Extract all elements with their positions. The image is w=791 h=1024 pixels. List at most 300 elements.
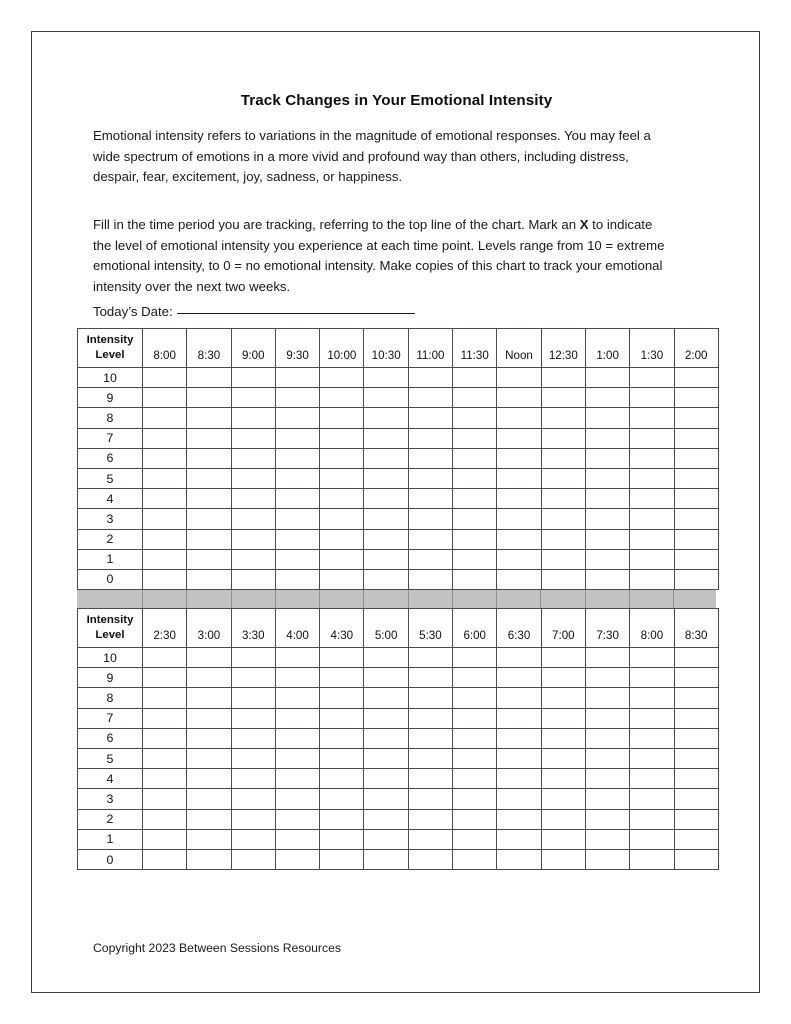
intensity-mark-cell[interactable] (541, 489, 585, 509)
intensity-mark-cell[interactable] (143, 448, 187, 468)
intensity-mark-cell[interactable] (143, 569, 187, 589)
intensity-mark-cell[interactable] (187, 509, 231, 529)
intensity-mark-cell[interactable] (541, 849, 585, 869)
intensity-mark-cell[interactable] (541, 769, 585, 789)
intensity-mark-cell[interactable] (541, 829, 585, 849)
intensity-mark-cell[interactable] (453, 749, 497, 769)
intensity-mark-cell[interactable] (408, 569, 452, 589)
intensity-mark-cell[interactable] (674, 529, 718, 549)
intensity-mark-cell[interactable] (674, 388, 718, 408)
intensity-mark-cell[interactable] (231, 509, 275, 529)
intensity-mark-cell[interactable] (497, 428, 541, 448)
intensity-mark-cell[interactable] (585, 648, 629, 668)
intensity-mark-cell[interactable] (231, 708, 275, 728)
intensity-mark-cell[interactable] (143, 388, 187, 408)
intensity-mark-cell[interactable] (364, 468, 408, 488)
intensity-mark-cell[interactable] (320, 708, 364, 728)
intensity-mark-cell[interactable] (674, 569, 718, 589)
intensity-mark-cell[interactable] (541, 648, 585, 668)
intensity-mark-cell[interactable] (541, 668, 585, 688)
intensity-mark-cell[interactable] (408, 728, 452, 748)
intensity-mark-cell[interactable] (541, 408, 585, 428)
intensity-mark-cell[interactable] (453, 388, 497, 408)
intensity-mark-cell[interactable] (497, 728, 541, 748)
table-row (78, 569, 719, 589)
intensity-mark-cell[interactable] (453, 468, 497, 488)
intensity-mark-cell[interactable] (275, 688, 319, 708)
intensity-mark-cell[interactable] (497, 549, 541, 569)
intensity-mark-cell[interactable] (408, 509, 452, 529)
intensity-mark-cell[interactable] (674, 769, 718, 789)
intensity-mark-cell[interactable] (364, 749, 408, 769)
intensity-mark-cell[interactable] (585, 509, 629, 529)
intensity-mark-cell[interactable] (143, 489, 187, 509)
intensity-mark-cell[interactable] (630, 648, 674, 668)
intensity-mark-cell[interactable] (320, 849, 364, 869)
intensity-mark-cell[interactable] (231, 428, 275, 448)
intensity-mark-cell[interactable] (320, 489, 364, 509)
intensity-mark-cell[interactable] (231, 648, 275, 668)
intensity-mark-cell[interactable] (275, 789, 319, 809)
intensity-mark-cell[interactable] (143, 648, 187, 668)
intensity-mark-cell[interactable] (674, 448, 718, 468)
todays-date-field[interactable] (93, 301, 415, 319)
intensity-mark-cell[interactable] (143, 509, 187, 529)
intensity-mark-cell[interactable] (630, 688, 674, 708)
intensity-mark-cell[interactable] (408, 809, 452, 829)
intensity-level-header-line2: Level (95, 629, 125, 642)
intensity-mark-cell[interactable] (187, 789, 231, 809)
intensity-mark-cell[interactable] (320, 368, 364, 388)
intensity-mark-cell[interactable] (630, 708, 674, 728)
intensity-mark-cell[interactable] (453, 648, 497, 668)
intensity-mark-cell[interactable] (674, 849, 718, 869)
intensity-mark-cell[interactable] (231, 368, 275, 388)
intensity-mark-cell[interactable] (364, 829, 408, 849)
intensity-mark-cell[interactable] (453, 509, 497, 529)
intensity-mark-cell[interactable] (541, 728, 585, 748)
intensity-mark-cell[interactable] (674, 789, 718, 809)
intensity-mark-cell[interactable] (143, 849, 187, 869)
intensity-mark-cell[interactable] (143, 809, 187, 829)
intensity-mark-cell[interactable] (275, 549, 319, 569)
intensity-mark-cell[interactable] (143, 529, 187, 549)
intensity-mark-cell[interactable] (231, 849, 275, 869)
intensity-mark-cell[interactable] (408, 688, 452, 708)
intensity-mark-cell[interactable] (674, 468, 718, 488)
intensity-mark-cell[interactable] (364, 769, 408, 789)
intensity-mark-cell[interactable] (187, 708, 231, 728)
intensity-level-header (78, 329, 143, 368)
intensity-mark-cell[interactable] (497, 388, 541, 408)
intensity-mark-cell[interactable] (408, 428, 452, 448)
intensity-mark-cell[interactable] (364, 428, 408, 448)
intensity-mark-cell[interactable] (320, 529, 364, 549)
intensity-mark-cell[interactable] (187, 368, 231, 388)
table-row (78, 549, 719, 569)
intensity-mark-cell[interactable] (674, 708, 718, 728)
intensity-mark-cell[interactable] (187, 728, 231, 748)
intensity-mark-cell[interactable] (231, 468, 275, 488)
intensity-mark-cell[interactable] (541, 388, 585, 408)
intensity-mark-cell[interactable] (674, 489, 718, 509)
intensity-mark-cell[interactable] (630, 428, 674, 448)
intensity-mark-cell[interactable] (275, 388, 319, 408)
intensity-mark-cell[interactable] (364, 708, 408, 728)
intensity-mark-cell[interactable] (187, 809, 231, 829)
intensity-mark-cell[interactable] (674, 408, 718, 428)
intensity-mark-cell[interactable] (408, 849, 452, 869)
intensity-mark-cell[interactable] (320, 648, 364, 668)
intensity-mark-cell[interactable] (674, 728, 718, 748)
intensity-mark-cell[interactable] (187, 448, 231, 468)
intensity-mark-cell[interactable] (320, 549, 364, 569)
intensity-mark-cell[interactable] (453, 708, 497, 728)
intensity-mark-cell[interactable] (585, 728, 629, 748)
intensity-mark-cell[interactable] (143, 668, 187, 688)
intensity-mark-cell[interactable] (674, 749, 718, 769)
intensity-mark-cell[interactable] (143, 708, 187, 728)
intensity-mark-cell[interactable] (187, 408, 231, 428)
intensity-mark-cell[interactable] (585, 809, 629, 829)
intensity-mark-cell[interactable] (497, 489, 541, 509)
intensity-mark-cell[interactable] (408, 749, 452, 769)
intensity-mark-cell[interactable] (275, 668, 319, 688)
intensity-mark-cell[interactable] (453, 809, 497, 829)
intensity-mark-cell[interactable] (364, 789, 408, 809)
intensity-mark-cell[interactable] (497, 809, 541, 829)
intensity-mark-cell[interactable] (143, 769, 187, 789)
intensity-mark-cell[interactable] (408, 529, 452, 549)
intensity-mark-cell[interactable] (275, 569, 319, 589)
intensity-mark-cell[interactable] (320, 448, 364, 468)
intensity-mark-cell[interactable] (364, 648, 408, 668)
intensity-mark-cell[interactable] (497, 468, 541, 488)
intensity-mark-cell[interactable] (275, 809, 319, 829)
intensity-mark-cell[interactable] (364, 849, 408, 869)
intensity-mark-cell[interactable] (320, 668, 364, 688)
intensity-mark-cell[interactable] (408, 668, 452, 688)
intensity-mark-cell[interactable] (585, 529, 629, 549)
intensity-mark-cell[interactable] (275, 529, 319, 549)
intensity-mark-cell[interactable] (630, 809, 674, 829)
intensity-mark-cell[interactable] (187, 688, 231, 708)
intensity-mark-cell[interactable] (187, 668, 231, 688)
intensity-mark-cell[interactable] (585, 789, 629, 809)
intensity-mark-cell[interactable] (187, 569, 231, 589)
intensity-mark-cell[interactable] (453, 789, 497, 809)
intensity-mark-cell[interactable] (364, 509, 408, 529)
intensity-mark-cell[interactable] (231, 809, 275, 829)
intensity-mark-cell[interactable] (541, 749, 585, 769)
intensity-mark-cell[interactable] (541, 789, 585, 809)
intensity-mark-cell[interactable] (585, 388, 629, 408)
intensity-mark-cell[interactable] (231, 448, 275, 468)
intensity-mark-cell[interactable] (630, 448, 674, 468)
intensity-mark-cell[interactable] (408, 648, 452, 668)
intensity-mark-cell[interactable] (408, 789, 452, 809)
intensity-mark-cell[interactable] (364, 368, 408, 388)
intensity-mark-cell[interactable] (541, 468, 585, 488)
intensity-mark-cell[interactable] (497, 408, 541, 428)
intensity-mark-cell[interactable] (408, 408, 452, 428)
intensity-mark-cell[interactable] (497, 569, 541, 589)
intensity-mark-cell[interactable] (630, 769, 674, 789)
intensity-mark-cell[interactable] (630, 489, 674, 509)
intensity-mark-cell[interactable] (630, 388, 674, 408)
intensity-mark-cell[interactable] (541, 428, 585, 448)
intensity-mark-cell[interactable] (453, 688, 497, 708)
intensity-mark-cell[interactable] (364, 388, 408, 408)
intensity-mark-cell[interactable] (187, 648, 231, 668)
intensity-mark-cell[interactable] (187, 749, 231, 769)
intensity-mark-cell[interactable] (364, 529, 408, 549)
intensity-mark-cell[interactable] (497, 509, 541, 529)
intensity-mark-cell[interactable] (453, 569, 497, 589)
intensity-mark-cell[interactable] (453, 829, 497, 849)
intensity-mark-cell[interactable] (187, 829, 231, 849)
intensity-mark-cell[interactable] (630, 509, 674, 529)
intensity-mark-cell[interactable] (585, 688, 629, 708)
intensity-mark-cell[interactable] (585, 408, 629, 428)
intensity-mark-cell[interactable] (320, 829, 364, 849)
intensity-mark-cell[interactable] (275, 509, 319, 529)
intensity-mark-cell[interactable] (143, 468, 187, 488)
intensity-mark-cell[interactable] (497, 368, 541, 388)
intensity-mark-cell[interactable] (275, 769, 319, 789)
intensity-mark-cell[interactable] (320, 789, 364, 809)
intensity-mark-cell[interactable] (408, 549, 452, 569)
intensity-mark-cell[interactable] (541, 529, 585, 549)
intensity-mark-cell[interactable] (497, 769, 541, 789)
intensity-mark-cell[interactable] (187, 468, 231, 488)
intensity-mark-cell[interactable] (231, 789, 275, 809)
intensity-mark-cell[interactable] (674, 668, 718, 688)
intensity-mark-cell[interactable] (497, 749, 541, 769)
intensity-mark-cell[interactable] (275, 708, 319, 728)
intensity-mark-cell[interactable] (275, 648, 319, 668)
intensity-mark-cell[interactable] (231, 728, 275, 748)
intensity-mark-cell[interactable] (275, 829, 319, 849)
intensity-mark-cell[interactable] (674, 368, 718, 388)
intensity-mark-cell[interactable] (275, 489, 319, 509)
intensity-mark-cell[interactable] (231, 489, 275, 509)
intensity-mark-cell[interactable] (453, 489, 497, 509)
intensity-mark-cell[interactable] (497, 829, 541, 849)
intensity-mark-cell[interactable] (320, 688, 364, 708)
intensity-mark-cell[interactable] (497, 529, 541, 549)
intensity-mark-cell[interactable] (585, 849, 629, 869)
intensity-mark-cell[interactable] (143, 368, 187, 388)
intensity-mark-cell[interactable] (187, 388, 231, 408)
intensity-mark-cell[interactable] (674, 809, 718, 829)
intensity-mark-cell[interactable] (453, 408, 497, 428)
intensity-mark-cell[interactable] (408, 829, 452, 849)
intensity-mark-cell[interactable] (364, 549, 408, 569)
intensity-mark-cell[interactable] (364, 688, 408, 708)
intensity-mark-cell[interactable] (364, 728, 408, 748)
intensity-mark-cell[interactable] (585, 468, 629, 488)
intensity-mark-cell[interactable] (630, 668, 674, 688)
intensity-mark-cell[interactable] (541, 448, 585, 468)
table-row (78, 408, 719, 428)
intensity-mark-cell[interactable] (630, 789, 674, 809)
intensity-mark-cell[interactable] (630, 569, 674, 589)
intensity-mark-cell[interactable] (585, 569, 629, 589)
time-column-header: 6:00 (453, 609, 497, 648)
intensity-mark-cell[interactable] (187, 849, 231, 869)
intensity-mark-cell[interactable] (187, 529, 231, 549)
intensity-mark-cell[interactable] (320, 428, 364, 448)
intensity-mark-cell[interactable] (497, 708, 541, 728)
intensity-mark-cell[interactable] (585, 368, 629, 388)
intensity-mark-cell[interactable] (541, 549, 585, 569)
intensity-mark-cell[interactable] (275, 468, 319, 488)
intensity-mark-cell[interactable] (143, 688, 187, 708)
intensity-mark-cell[interactable] (453, 448, 497, 468)
intensity-mark-cell[interactable] (585, 749, 629, 769)
intensity-mark-cell[interactable] (364, 489, 408, 509)
intensity-mark-cell[interactable] (408, 448, 452, 468)
intensity-mark-cell[interactable] (143, 728, 187, 748)
intensity-mark-cell[interactable] (231, 668, 275, 688)
intensity-mark-cell[interactable] (585, 489, 629, 509)
intensity-mark-cell[interactable] (630, 749, 674, 769)
intensity-mark-cell[interactable] (187, 428, 231, 448)
intensity-mark-cell[interactable] (674, 549, 718, 569)
intensity-mark-cell[interactable] (320, 509, 364, 529)
section-separator-band (77, 590, 718, 608)
intensity-mark-cell[interactable] (231, 408, 275, 428)
intensity-mark-cell[interactable] (320, 769, 364, 789)
intensity-mark-cell[interactable] (275, 368, 319, 388)
intensity-mark-cell[interactable] (497, 668, 541, 688)
intensity-mark-cell[interactable] (453, 368, 497, 388)
intensity-mark-cell[interactable] (674, 648, 718, 668)
intensity-mark-cell[interactable] (497, 648, 541, 668)
intensity-level-label: 6 (78, 448, 143, 468)
intensity-mark-cell[interactable] (541, 708, 585, 728)
intensity-mark-cell[interactable] (408, 708, 452, 728)
intensity-mark-cell[interactable] (585, 829, 629, 849)
intensity-mark-cell[interactable] (541, 809, 585, 829)
time-column-header: 8:00 (143, 329, 187, 368)
intensity-mark-cell[interactable] (231, 688, 275, 708)
intensity-mark-cell[interactable] (630, 468, 674, 488)
intensity-mark-cell[interactable] (275, 749, 319, 769)
intensity-mark-cell[interactable] (275, 728, 319, 748)
intensity-mark-cell[interactable] (630, 368, 674, 388)
intensity-mark-cell[interactable] (630, 408, 674, 428)
intensity-mark-cell[interactable] (408, 368, 452, 388)
intensity-mark-cell[interactable] (231, 829, 275, 849)
intensity-mark-cell[interactable] (674, 509, 718, 529)
intensity-mark-cell[interactable] (585, 428, 629, 448)
intensity-mark-cell[interactable] (143, 789, 187, 809)
intensity-mark-cell[interactable] (630, 549, 674, 569)
intensity-mark-cell[interactable] (453, 728, 497, 748)
intensity-mark-cell[interactable] (630, 529, 674, 549)
intensity-mark-cell[interactable] (541, 688, 585, 708)
intensity-mark-cell[interactable] (275, 428, 319, 448)
intensity-mark-cell[interactable] (364, 448, 408, 468)
time-column-header: 9:30 (275, 329, 319, 368)
intensity-mark-cell[interactable] (497, 448, 541, 468)
intensity-mark-cell[interactable] (408, 388, 452, 408)
intensity-level-header-line1: Intensity (86, 334, 134, 346)
intensity-mark-cell[interactable] (320, 728, 364, 748)
intensity-mark-cell[interactable] (541, 509, 585, 529)
intensity-mark-cell[interactable] (497, 849, 541, 869)
intensity-mark-cell[interactable] (541, 569, 585, 589)
intensity-mark-cell[interactable] (497, 789, 541, 809)
intensity-mark-cell[interactable] (320, 569, 364, 589)
intensity-mark-cell[interactable] (453, 668, 497, 688)
intensity-mark-cell[interactable] (364, 569, 408, 589)
intensity-mark-cell[interactable] (231, 569, 275, 589)
intensity-mark-cell[interactable] (275, 849, 319, 869)
intensity-mark-cell[interactable] (453, 769, 497, 789)
intensity-mark-cell[interactable] (585, 769, 629, 789)
intensity-mark-cell[interactable] (143, 749, 187, 769)
intensity-mark-cell[interactable] (143, 549, 187, 569)
intensity-mark-cell[interactable] (453, 529, 497, 549)
intensity-mark-cell[interactable] (320, 408, 364, 428)
intensity-mark-cell[interactable] (585, 708, 629, 728)
intensity-mark-cell[interactable] (231, 529, 275, 549)
intensity-mark-cell[interactable] (408, 489, 452, 509)
intensity-mark-cell[interactable] (275, 448, 319, 468)
intensity-mark-cell[interactable] (674, 688, 718, 708)
intensity-mark-cell[interactable] (364, 668, 408, 688)
intensity-mark-cell[interactable] (231, 549, 275, 569)
todays-date-input[interactable] (177, 301, 415, 314)
intensity-mark-cell[interactable] (630, 728, 674, 748)
intensity-mark-cell[interactable] (453, 849, 497, 869)
intensity-mark-cell[interactable] (231, 749, 275, 769)
intensity-mark-cell[interactable] (630, 849, 674, 869)
intensity-mark-cell[interactable] (143, 428, 187, 448)
intensity-mark-cell[interactable] (541, 368, 585, 388)
intensity-mark-cell[interactable] (630, 829, 674, 849)
intensity-mark-cell[interactable] (320, 809, 364, 829)
intensity-mark-cell[interactable] (320, 388, 364, 408)
intensity-mark-cell[interactable] (275, 408, 319, 428)
intensity-mark-cell[interactable] (187, 549, 231, 569)
intensity-mark-cell[interactable] (143, 829, 187, 849)
intensity-mark-cell[interactable] (231, 388, 275, 408)
intensity-mark-cell[interactable] (585, 668, 629, 688)
tracker-table-evening (77, 608, 719, 870)
intensity-mark-cell[interactable] (453, 549, 497, 569)
intensity-mark-cell[interactable] (408, 468, 452, 488)
intensity-mark-cell[interactable] (497, 688, 541, 708)
intensity-mark-cell[interactable] (674, 829, 718, 849)
intensity-mark-cell[interactable] (674, 428, 718, 448)
intensity-mark-cell[interactable] (187, 769, 231, 789)
intensity-mark-cell[interactable] (364, 809, 408, 829)
intensity-mark-cell[interactable] (585, 448, 629, 468)
intensity-mark-cell[interactable] (585, 549, 629, 569)
intensity-mark-cell[interactable] (320, 468, 364, 488)
intensity-mark-cell[interactable] (143, 408, 187, 428)
intensity-mark-cell[interactable] (231, 769, 275, 789)
intensity-mark-cell[interactable] (187, 489, 231, 509)
intensity-mark-cell[interactable] (320, 749, 364, 769)
intensity-mark-cell[interactable] (453, 428, 497, 448)
intensity-mark-cell[interactable] (364, 408, 408, 428)
intensity-mark-cell[interactable] (408, 769, 452, 789)
